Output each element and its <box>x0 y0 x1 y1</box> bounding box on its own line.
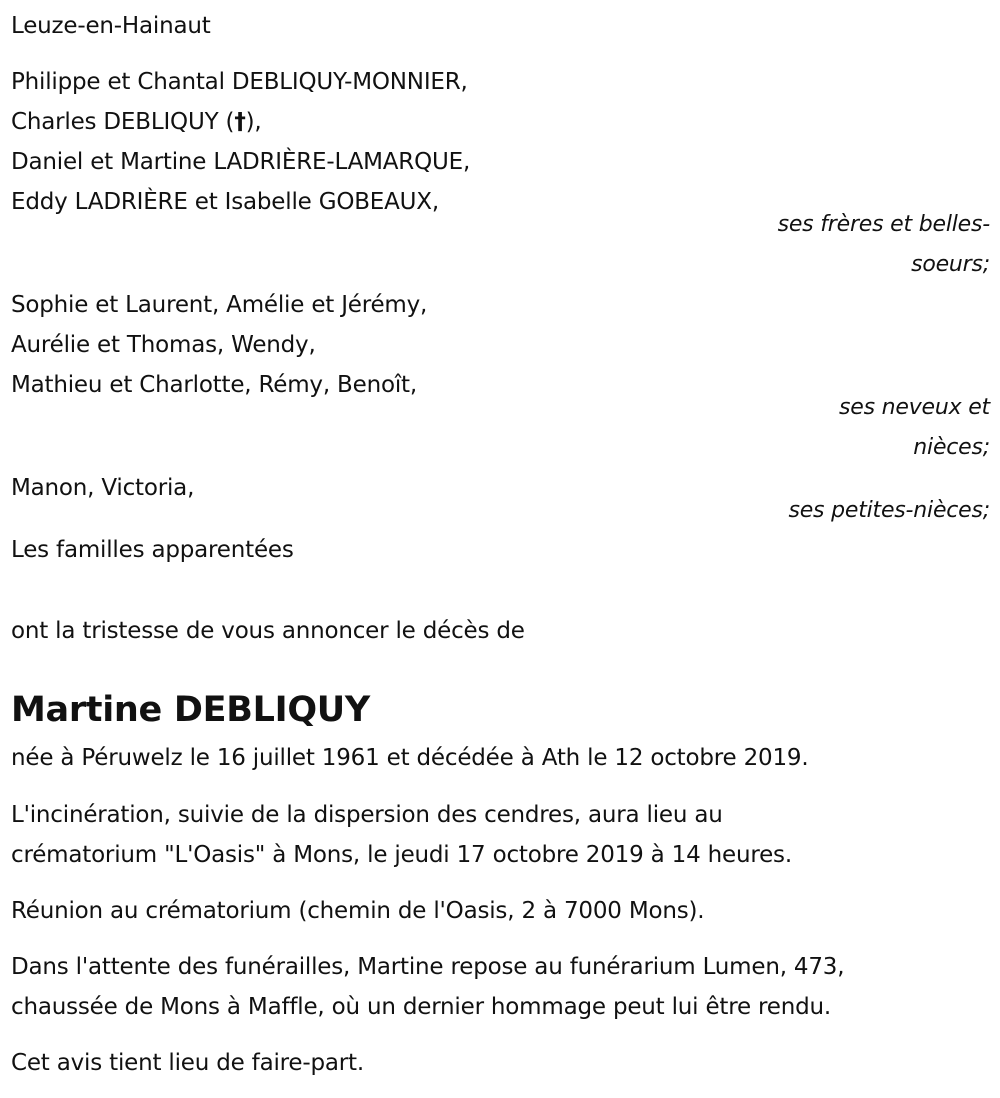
viewing-line: chaussée de Mons à Maffle, où un dernier hommage peut lui être rendu. <box>11 994 832 1020</box>
sibling-line-suffix: ), <box>245 109 262 135</box>
nephew-line: Mathieu et Charlotte, Rémy, Benoît, <box>11 372 417 398</box>
location: Leuze-en-Hainaut <box>11 13 211 39</box>
siblings-role: soeurs; <box>911 252 990 277</box>
closing-line: Cet avis tient lieu de faire-part. <box>11 1050 364 1076</box>
birth-death-line: née à Péruwelz le 16 juillet 1961 et décédée à Ath le 12 octobre 2019. <box>11 745 809 771</box>
meeting-line: Réunion au crématorium (chemin de l'Oasis, 2 à 7000 Mons). <box>11 898 705 924</box>
nephew-line: Aurélie et Thomas, Wendy, <box>11 332 316 358</box>
cross-icon: † <box>234 109 246 135</box>
families-line: Les familles apparentées <box>11 537 294 563</box>
grandniece-line: Manon, Victoria, <box>11 475 195 501</box>
grandnieces-role: ses petites-nièces; <box>788 498 990 523</box>
sibling-line: Eddy LADRIÈRE et Isabelle GOBEAUX, <box>11 189 439 215</box>
siblings-role: ses frères et belles- <box>777 212 990 237</box>
announcement: ont la tristesse de vous annoncer le décès de <box>11 618 525 644</box>
nephews-role: ses neveux et <box>838 395 990 420</box>
sibling-line <box>11 102 262 142</box>
nephews-role: nièces; <box>913 435 990 460</box>
cremation-line: crématorium "L'Oasis" à Mons, le jeudi 17 octobre 2019 à 14 heures. <box>11 842 792 868</box>
nephew-line: Sophie et Laurent, Amélie et Jérémy, <box>11 292 428 318</box>
viewing-line: Dans l'attente des funérailles, Martine repose au funérarium Lumen, 473, <box>11 954 845 980</box>
deceased-name: Martine DEBLIQUY <box>11 690 370 730</box>
sibling-line-text: Charles DEBLIQUY ( <box>11 109 235 135</box>
sibling-line: Daniel et Martine LADRIÈRE-LAMARQUE, <box>11 149 471 175</box>
sibling-line: Philippe et Chantal DEBLIQUY-MONNIER, <box>11 69 468 95</box>
cremation-line: L'incinération, suivie de la dispersion des cendres, aura lieu au <box>11 802 723 828</box>
